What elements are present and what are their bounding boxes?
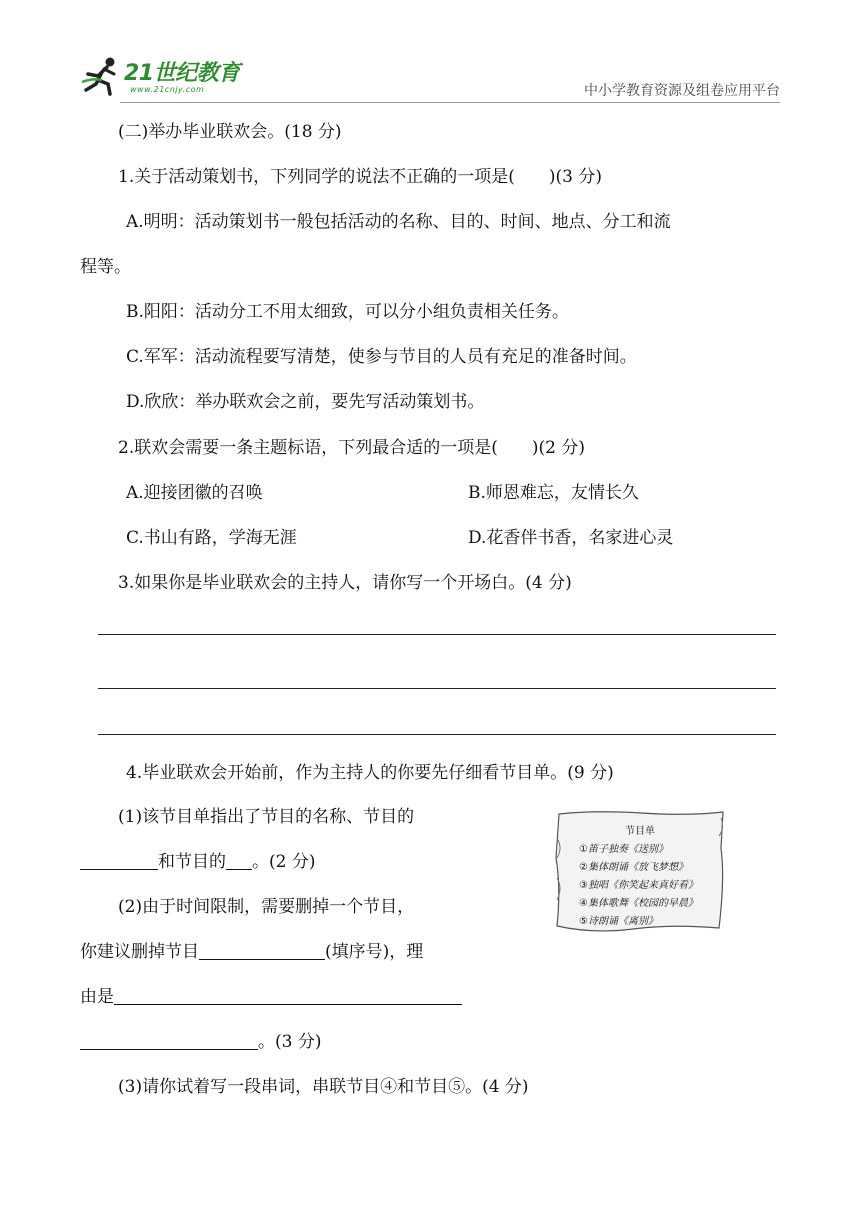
q1-option-c: C.军军：活动流程要写清楚，使参与节目的人员有充足的准备时间。 — [126, 347, 637, 367]
program-item: ②集体朗诵《放飞梦想》 — [579, 862, 688, 873]
program-item: ③独唱《你笑起来真好看》 — [579, 880, 698, 891]
q4-part1-text: 和节目的 — [158, 852, 226, 872]
q4-part2-line1: (2)由于时间限制，需要删掉一个节目， — [118, 897, 415, 917]
q4-part2-score: 。(3 分) — [258, 1032, 322, 1052]
q1-option-a-cont: 程等。 — [80, 257, 131, 277]
program-item: ⑤诗朗诵《离别》 — [579, 916, 658, 927]
answer-line[interactable] — [98, 688, 776, 689]
header-divider — [120, 102, 780, 103]
program-card — [553, 808, 727, 934]
q4-part1-line1: (1)该节目单指出了节目的名称、节目的 — [118, 807, 415, 827]
answer-line[interactable] — [98, 634, 776, 635]
q2-stem: 2.联欢会需要一条主题标语，下列最合适的一项是( )(2 分) — [118, 438, 585, 458]
program-item: ④集体歌舞《校园的早晨》 — [579, 898, 698, 909]
logo — [80, 52, 270, 100]
answer-line[interactable] — [98, 734, 776, 735]
q4-part1-line2 — [80, 851, 315, 873]
section-title: (二)举办毕业联欢会。(18 分) — [118, 122, 342, 142]
q3-stem: 3.如果你是毕业联欢会的主持人，请你写一个开场白。(4 分) — [118, 573, 572, 593]
q4-part2-text: 你建议删掉节目 — [80, 942, 199, 962]
fill-blank[interactable] — [199, 943, 325, 960]
q2-option-c: C.书山有路，学海无涯 — [126, 528, 297, 548]
q4-stem: 4.毕业联欢会开始前，作为主持人的你要先仔细看节目单。(9 分) — [126, 763, 614, 783]
q4-part2-reason-label: 由是 — [80, 987, 114, 1007]
program-title: 节目单 — [625, 826, 655, 837]
q4-part3: (3)请你试着写一段串词，串联节目④和节目⑤。(4 分) — [118, 1077, 529, 1097]
q1-option-b: B.阳阳：活动分工不用太细致，可以分小组负责相关任务。 — [126, 302, 569, 322]
fill-blank[interactable] — [80, 1033, 258, 1050]
fill-blank[interactable] — [114, 988, 462, 1005]
fill-blank[interactable] — [226, 853, 252, 870]
q1-option-a: A.明明：活动策划书一般包括活动的名称、目的、时间、地点、分工和流 — [126, 212, 671, 232]
q4-part2-line3 — [80, 986, 462, 1008]
runner-icon — [80, 56, 124, 96]
q4-part2-line4 — [80, 1031, 321, 1053]
logo-text: 21世纪教育 — [124, 61, 240, 86]
page-header — [80, 52, 780, 104]
q4-part2-text-after: (填序号)，理 — [325, 942, 424, 962]
fill-blank[interactable] — [80, 853, 158, 870]
logo-url: www.21cnjy.com — [130, 85, 205, 94]
q2-option-a: A.迎接团徽的召唤 — [126, 483, 263, 503]
q1-stem: 1.关于活动策划书，下列同学的说法不正确的一项是( )(3 分) — [118, 167, 602, 187]
q4-part1-score: 。(2 分) — [252, 852, 316, 872]
q1-option-d: D.欣欣：举办联欢会之前，要先写活动策划书。 — [126, 392, 485, 412]
q2-option-b: B.师恩难忘，友情长久 — [468, 483, 639, 503]
program-item: ①笛子独奏《送别》 — [579, 844, 668, 855]
platform-label: 中小学教育资源及组卷应用平台 — [584, 83, 780, 99]
q4-part2-line2 — [80, 941, 423, 963]
q2-option-d: D.花香伴书香，名家进心灵 — [468, 528, 674, 548]
